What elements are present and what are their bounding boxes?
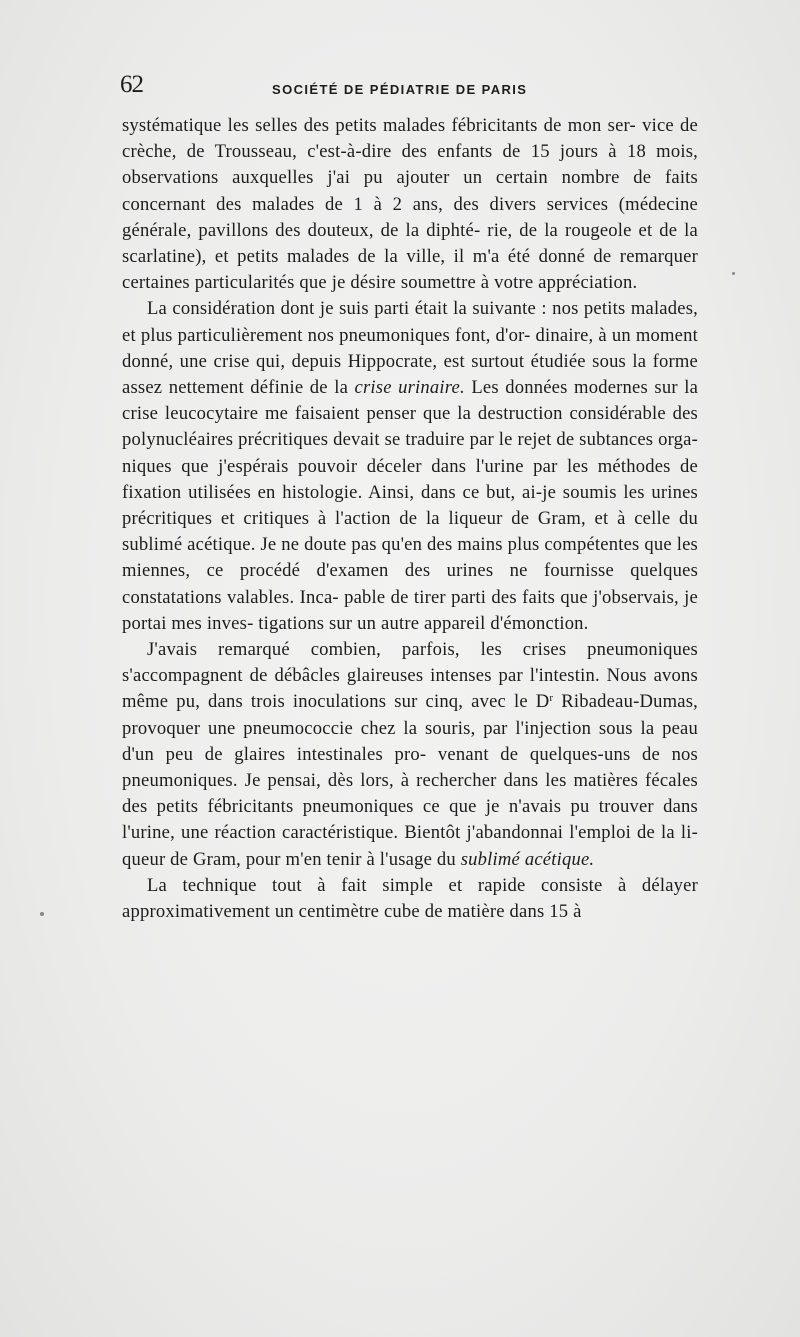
paragraph-2-emphasis: crise urinaire. bbox=[354, 377, 465, 399]
paragraph-3 bbox=[122, 637, 698, 873]
paragraph-2-text-a: La considération dont je suis parti était la suivante : nos petits malades, et plus particulièrement nos pneumoniques font, d'or- dinaire, à un moment donné, une crise qui, depuis Hippocrate, est surtout étudiée sous la forme assez nettement définie de la bbox=[122, 298, 698, 399]
paragraph-4 bbox=[122, 873, 698, 925]
running-head: SOCIÉTÉ DE PÉDIATRIE DE PARIS bbox=[272, 82, 528, 97]
paragraph-2-text-b: Les données modernes sur la crise leucocytaire me faisaient penser que la destruction considérable des polynucléaires précritiques devait se traduire par le rejet de subtances orga- niques que j'espérais pouvoir déceler dans l'urine par les méthodes de fixation utilisées en histologie. Ainsi, dans ce but, ai-je soumis les urines précritiques et critiques à l'action de la liqueur de Gram, et à celle du sublimé acétique. Je ne doute pas qu'en des mains plus compétentes que les miennes, ce procédé d'examen des urines ne fournisse quelques constatations valables. Inca- pable de tirer parti des faits que j'observais, je portai mes inves- tigations sur un autre appareil d'émonction. bbox=[122, 377, 699, 634]
paragraph-2 bbox=[122, 296, 698, 637]
paragraph-3-superscript: r bbox=[549, 692, 554, 705]
margin-speck bbox=[732, 272, 735, 275]
page-number: 62 bbox=[120, 71, 143, 98]
paragraph-3-emphasis: sublimé acétique. bbox=[460, 848, 595, 870]
paragraph-4-text: La technique tout à fait simple et rapide consiste à délayer approximativement un centimètre cube de matière dans 15 à bbox=[122, 874, 698, 923]
margin-speck bbox=[40, 912, 44, 916]
paragraph-3-text-b: Ribadeau-Dumas, provoquer une pneumococcie chez la souris, par l'injection sous la peau d'un peu de glaires intestinales pro- venant de quelques-uns de nos pneumoniques. Je pensai, dès lors, à rechercher dans les matières fécales des petits fébricitants pneumoniques ce que je n'avais pu trouver dans l'urine, une réaction caractéristique. Bientôt j'abandonnai l'emploi de la li- queur de Gram, pour m'en tenir à l'usage du bbox=[122, 691, 698, 870]
body-text bbox=[122, 113, 698, 925]
paragraph-1 bbox=[122, 113, 698, 296]
page-header bbox=[120, 70, 700, 104]
paragraph-1-text: systématique les selles des petits malades fébricitants de mon ser- vice de crèche, de Trousseau, c'est-à-dire des enfants de 15 jours à 18 mois, observations auxquelles j'ai pu ajouter un certain nombre de faits concernant des malades de 1 à 2 ans, des divers services (médecine générale, pavillons des douteux, de la diphté- rie, de la rougeole et de la scarlatine), et petits malades de la ville, il m'a été donné de remarquer certaines particularités que je désire soumettre à votre appréciation. bbox=[122, 115, 698, 294]
paragraph-3-text-a: J'avais remarqué combien, parfois, les crises pneumoniques s'accompagnent de débâcles glaireuses intenses par l'intestin. Nous avons même pu, dans trois inoculations sur cinq, avec le D bbox=[122, 639, 698, 713]
